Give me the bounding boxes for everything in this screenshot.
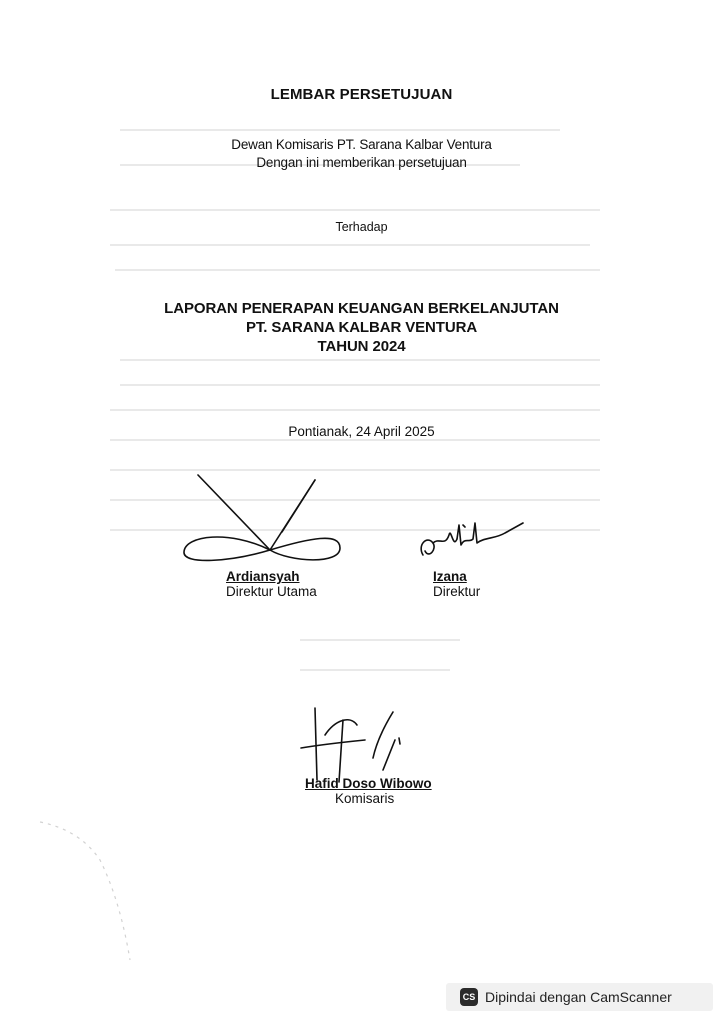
- place-date: Pontianak, 24 April 2025: [288, 424, 435, 439]
- scan-label: Dipindai dengan CamScanner: [485, 989, 672, 1005]
- signature-izana: [415, 515, 530, 565]
- signature-hafid: [295, 700, 415, 785]
- signatory-commissioner: [305, 776, 432, 806]
- signatory-president-director: [226, 569, 317, 599]
- signatory-role: Komisaris: [335, 791, 395, 806]
- company-name: PT. SARANA KALBAR VENTURA: [245, 319, 478, 336]
- signatory-role: Direktur Utama: [226, 584, 317, 599]
- intro-line-board: Dewan Komisaris PT. Sarana Kalbar Ventura: [231, 137, 492, 152]
- signature-ardiansyah: [170, 470, 360, 570]
- signatory-name: Hafid Doso Wibowo: [305, 776, 432, 791]
- signatory-name: Izana: [433, 569, 467, 584]
- connector-text: Terhadap: [335, 220, 388, 234]
- report-year: TAHUN 2024: [317, 338, 406, 355]
- document-title: LEMBAR PERSETUJUAN: [270, 86, 453, 103]
- intro-line-approval: Dengan ini memberikan persetujuan: [256, 155, 467, 170]
- camscanner-watermark: [446, 983, 713, 1011]
- signatory-director: [433, 569, 480, 599]
- camscanner-logo-icon: CS: [460, 988, 478, 1006]
- signatory-name: Ardiansyah: [226, 569, 300, 584]
- report-title: LAPORAN PENERAPAN KEUANGAN BERKELANJUTAN: [164, 300, 559, 317]
- signatory-role: Direktur: [433, 584, 481, 599]
